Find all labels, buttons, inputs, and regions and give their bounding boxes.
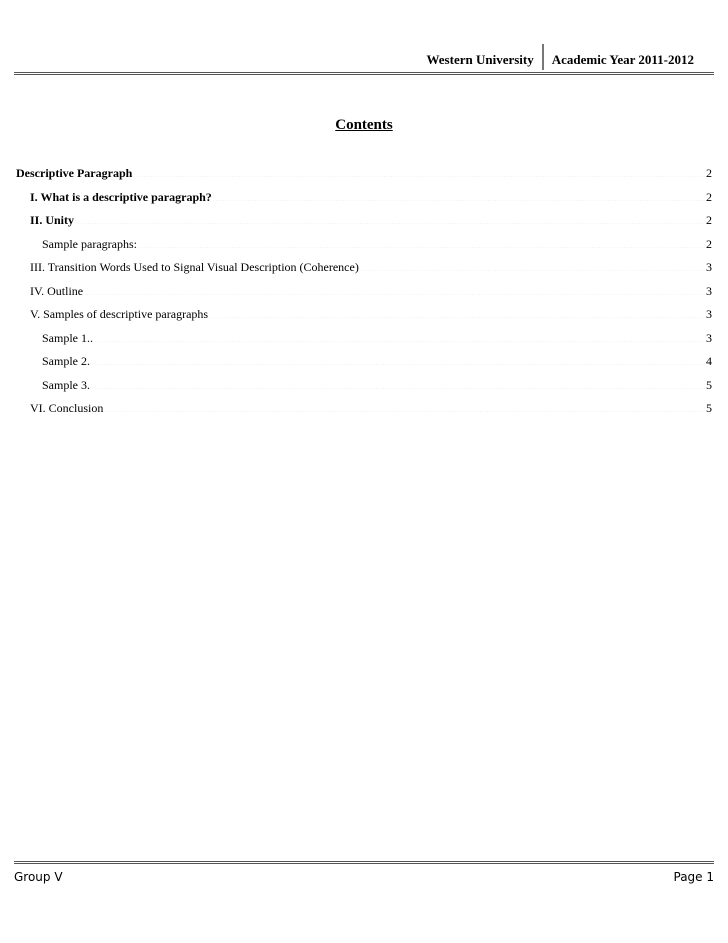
toc-entry-label: V. Samples of descriptive paragraphs xyxy=(30,307,209,321)
toc-entry-page: 3 xyxy=(706,330,712,345)
toc-entry[interactable] xyxy=(16,213,712,237)
toc-leader-dots xyxy=(213,191,705,201)
contents-title: Contents xyxy=(335,117,393,133)
toc-leader-dots xyxy=(138,238,705,248)
toc-entry-label: Sample 2. xyxy=(42,354,90,368)
toc-entry[interactable] xyxy=(16,284,712,308)
toc-leader-dots xyxy=(91,355,705,365)
toc-entry-label: Sample paragraphs: xyxy=(42,236,137,251)
toc-entry-label: II. Unity xyxy=(30,213,75,227)
toc-entry[interactable] xyxy=(16,307,712,331)
header-organization: Western University xyxy=(427,44,544,70)
toc-entry-label: Sample 3. xyxy=(42,377,90,392)
toc-entry-page: 2 xyxy=(706,166,712,180)
toc-entry-label: Sample 1.. xyxy=(42,330,93,345)
header-academic-year: Academic Year 2011-2012 xyxy=(551,52,694,67)
toc-entry-page: 3 xyxy=(706,260,712,274)
footer-page-number: Page 1 xyxy=(673,870,714,884)
toc-leader-dots xyxy=(75,214,705,224)
footer-group: Group V xyxy=(14,870,63,884)
toc-entry[interactable] xyxy=(16,354,712,378)
toc-entry[interactable] xyxy=(16,166,712,190)
toc-entry-page: 2 xyxy=(706,189,712,204)
toc-entry[interactable] xyxy=(16,331,712,355)
toc-entry-page: 2 xyxy=(706,236,712,251)
page-footer xyxy=(14,861,714,884)
toc-entry-label: I. What is a descriptive paragraph? xyxy=(30,189,212,204)
toc-leader-dots xyxy=(84,285,705,295)
toc-entry-page: 3 xyxy=(706,307,712,321)
toc-leader-dots xyxy=(209,308,705,318)
toc-entry[interactable] xyxy=(16,237,712,261)
toc-entry-label: IV. Outline xyxy=(30,283,84,298)
toc-entry-page: 4 xyxy=(706,354,712,368)
toc-entry-page: 5 xyxy=(706,377,712,392)
toc-entry[interactable] xyxy=(16,190,712,214)
toc-leader-dots xyxy=(91,379,705,389)
toc-leader-dots xyxy=(94,332,705,342)
toc-entry[interactable] xyxy=(16,378,712,402)
toc-entry-page: 5 xyxy=(706,401,712,415)
toc-entry[interactable] xyxy=(16,260,712,284)
toc-entry-page: 2 xyxy=(706,213,712,227)
toc-entry[interactable] xyxy=(16,401,712,425)
toc-leader-dots xyxy=(104,402,705,412)
toc-leader-dots xyxy=(360,261,705,271)
toc-entry-label: Descriptive Paragraph xyxy=(16,166,133,180)
page-header xyxy=(14,44,714,75)
toc-entry-page: 3 xyxy=(706,283,712,298)
toc-leader-dots xyxy=(133,167,705,177)
toc-entry-label: III. Transition Words Used to Signal Visual Description (Coherence) xyxy=(30,260,359,274)
table-of-contents xyxy=(16,166,712,425)
toc-entry-label: VI. Conclusion xyxy=(30,401,104,415)
